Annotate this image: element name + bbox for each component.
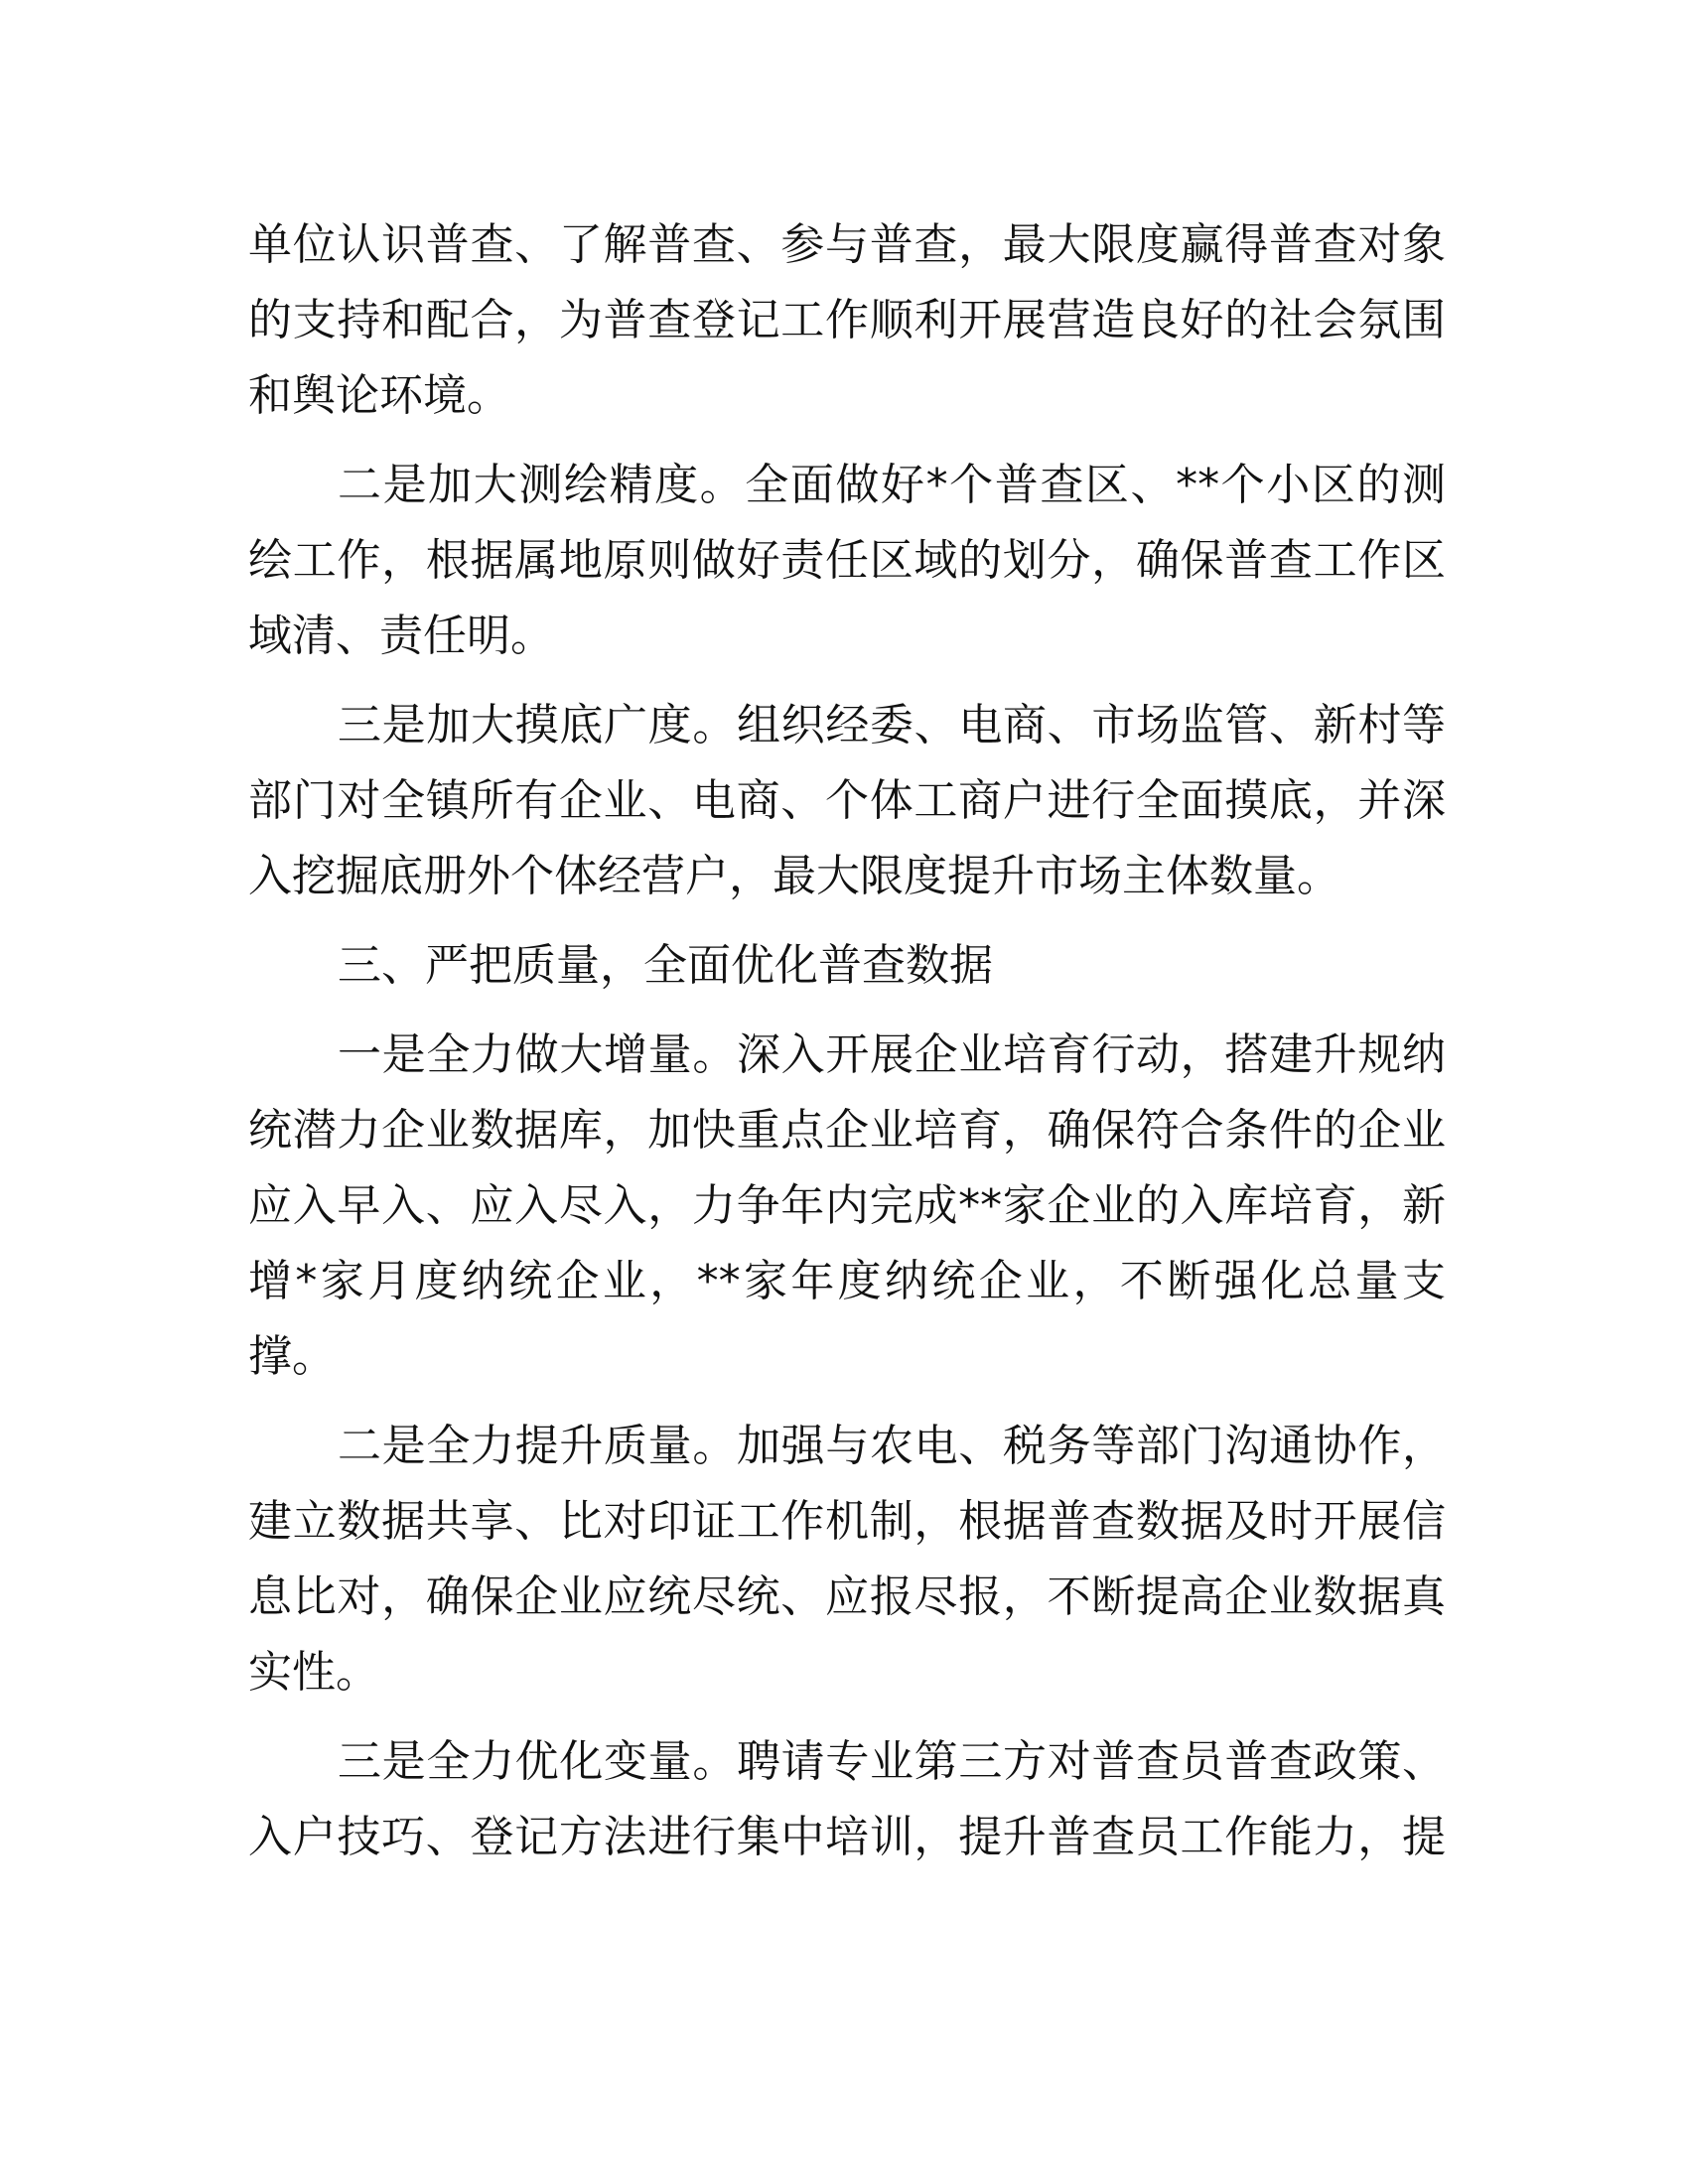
text-line: 二是加大测绘精度。全面做好*个普查区、**个小区的测 xyxy=(338,460,1446,510)
paragraph xyxy=(248,448,1446,674)
text-line: 入挖掘底册外个体经营户，最大限度提升市场主体数量。 xyxy=(248,851,1340,901)
text-line: 二是全力提升质量。加强与农电、税务等部门沟通协作， xyxy=(338,1421,1446,1471)
text-line: 三是全力优化变量。聘请专业第三方对普查员普查政策、 xyxy=(338,1736,1446,1787)
text-line: 实性。 xyxy=(248,1647,379,1698)
text-line: 息比对，确保企业应统尽统、应报尽报，不断提高企业数据真 xyxy=(248,1571,1446,1622)
paragraph xyxy=(248,1018,1446,1395)
text-line: 应入早入、应入尽入，力争年内完成**家企业的入库培育，新 xyxy=(248,1180,1446,1231)
text-line: 撑。 xyxy=(248,1331,336,1382)
text-line: 入户技巧、登记方法进行集中培训，提升普查员工作能力，提 xyxy=(248,1812,1446,1862)
document-page xyxy=(248,207,1446,1889)
paragraph xyxy=(248,207,1446,434)
paragraph xyxy=(248,688,1446,914)
section-heading xyxy=(248,928,1446,1004)
text-line: 三、严把质量，全面优化普查数据 xyxy=(338,940,993,991)
text-line: 建立数据共享、比对印证工作机制，根据普查数据及时开展信 xyxy=(248,1496,1446,1547)
paragraph xyxy=(248,1409,1446,1710)
text-line: 三是加大摸底广度。组织经委、电商、市场监管、新村等 xyxy=(338,700,1446,751)
text-line: 增*家月度纳统企业，**家年度纳统企业，不断强化总量支 xyxy=(248,1256,1446,1306)
text-line: 一是全力做大增量。深入开展企业培育行动，搭建升规纳 xyxy=(338,1029,1446,1080)
text-line: 域清、责任明。 xyxy=(248,611,554,661)
paragraph xyxy=(248,1724,1446,1875)
text-line: 绘工作，根据属地原则做好责任区域的划分，确保普查工作区 xyxy=(248,535,1446,586)
text-line: 和舆论环境。 xyxy=(248,370,510,421)
text-line: 的支持和配合，为普查登记工作顺利开展营造良好的社会氛围 xyxy=(248,295,1446,345)
text-line: 统潜力企业数据库，加快重点企业培育，确保符合条件的企业 xyxy=(248,1105,1446,1156)
text-line: 单位认识普查、了解普查、参与普查，最大限度赢得普查对象 xyxy=(248,219,1446,270)
text-line: 部门对全镇所有企业、电商、个体工商户进行全面摸底，并深 xyxy=(248,775,1446,826)
